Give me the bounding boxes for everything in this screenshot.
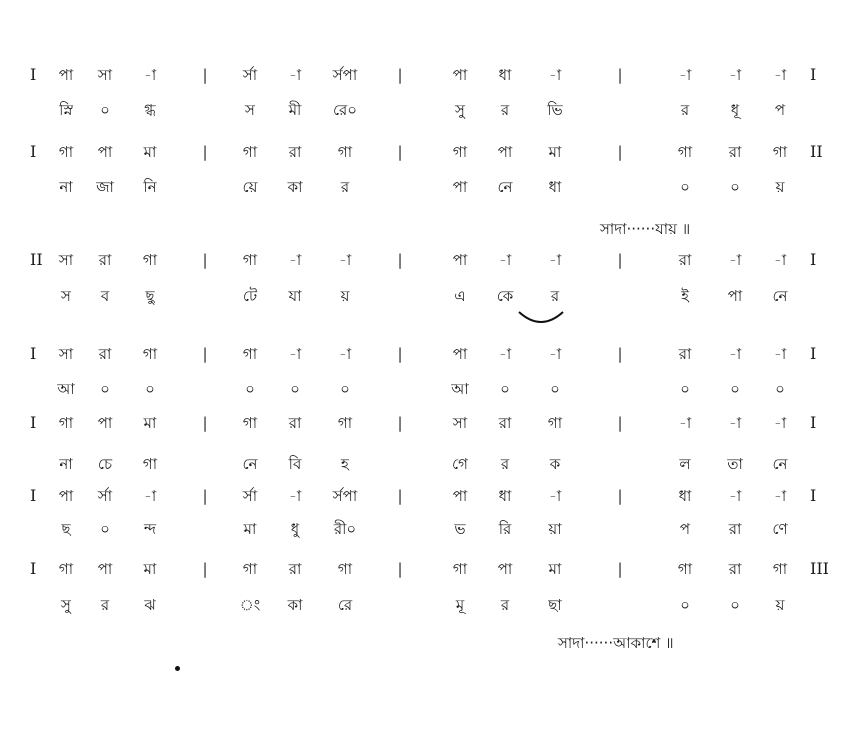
swara-note: পা xyxy=(58,66,74,84)
lyric-syllable: এ xyxy=(454,287,466,305)
lyric-syllable: র xyxy=(680,101,690,119)
bar-line: | xyxy=(397,143,403,161)
lyric-syllable: ক xyxy=(549,455,561,473)
lyric-syllable: তা xyxy=(727,455,743,473)
swara-note: -া xyxy=(728,345,742,363)
lyric-syllable: ভ xyxy=(454,520,466,538)
swara-note: র্সপা xyxy=(332,487,358,505)
swara-note: গা xyxy=(772,560,788,578)
lyric-syllable: স xyxy=(245,101,255,119)
refrain-line-1: সাদা······যায় ॥ xyxy=(600,220,691,238)
swara-note: পা xyxy=(452,66,468,84)
lyric-syllable: চে xyxy=(97,455,113,473)
swara-note: রা xyxy=(728,560,742,578)
swara-note: -া xyxy=(288,251,302,269)
swara-note: র্সা xyxy=(242,487,258,505)
lyric-syllable: ০ xyxy=(730,178,740,196)
lyric-syllable: ০ xyxy=(730,596,740,614)
lyric-syllable: ০ xyxy=(100,520,110,538)
lyric-syllable: গ্ধ xyxy=(144,101,156,119)
lyric-syllable: সু xyxy=(455,101,465,119)
lyric-syllable: ধা xyxy=(548,178,562,196)
swara-note: পা xyxy=(97,560,113,578)
bar-line: | xyxy=(397,414,403,432)
bar-line: | xyxy=(202,66,208,84)
swara-note: মা xyxy=(143,414,157,432)
lyric-syllable: ০ xyxy=(145,380,155,398)
swara-note: -া xyxy=(548,251,562,269)
lyric-syllable: র xyxy=(100,596,110,614)
lyric-syllable: স xyxy=(61,287,71,305)
row-start-marker: I xyxy=(30,142,37,161)
swara-note: র্সপা xyxy=(332,66,358,84)
swara-note: -া xyxy=(728,414,742,432)
lyric-syllable: ০ xyxy=(730,380,740,398)
lyric-syllable: জা xyxy=(96,178,114,196)
swara-note: গা xyxy=(452,143,468,161)
lyric-syllable: ব xyxy=(100,287,110,305)
bar-line: | xyxy=(397,66,403,84)
swara-note: পা xyxy=(58,487,74,505)
bar-line: | xyxy=(202,251,208,269)
row-end-marker: III xyxy=(810,559,829,578)
lyric-syllable: ০ xyxy=(340,380,350,398)
swara-note: পা xyxy=(452,345,468,363)
stray-dot xyxy=(175,666,180,671)
lyric-syllable: য় xyxy=(340,287,350,305)
lyric-syllable: য় xyxy=(775,596,785,614)
lyric-syllable: কা xyxy=(287,596,303,614)
bar-line: | xyxy=(617,66,623,84)
swara-note: পা xyxy=(497,143,513,161)
lyric-syllable: ০ xyxy=(680,596,690,614)
lyric-syllable: ০ xyxy=(245,380,255,398)
swara-note: গা xyxy=(242,345,258,363)
swara-note: রা xyxy=(288,560,302,578)
swara-note: -া xyxy=(143,487,157,505)
lyric-syllable: ০ xyxy=(500,380,510,398)
swara-note: -া xyxy=(548,487,562,505)
lyric-syllable: পা xyxy=(727,287,743,305)
lyric-syllable: গে xyxy=(452,455,468,473)
row-start-marker: I xyxy=(30,344,37,363)
swara-note: রা xyxy=(98,345,112,363)
swara-note: -া xyxy=(678,414,692,432)
lyric-syllable: র xyxy=(500,101,510,119)
swara-note: রা xyxy=(678,251,692,269)
swara-note: গা xyxy=(677,560,693,578)
swara-note: গা xyxy=(142,345,158,363)
lyric-syllable: ছ xyxy=(61,520,71,538)
swara-note: পা xyxy=(97,143,113,161)
row-start-marker: II xyxy=(30,250,43,269)
swara-note: পা xyxy=(452,487,468,505)
lyric-syllable: ছা xyxy=(548,596,562,614)
lyric-syllable: মূ xyxy=(455,596,465,614)
swara-note: -া xyxy=(338,251,352,269)
lyric-syllable: আ xyxy=(451,380,469,398)
swara-note: -া xyxy=(728,487,742,505)
bar-line: | xyxy=(397,251,403,269)
lyric-syllable: সু xyxy=(61,596,71,614)
bar-line: | xyxy=(397,487,403,505)
swara-note: গা xyxy=(242,414,258,432)
row-end-marker: I xyxy=(810,344,817,363)
swara-note: -া xyxy=(773,345,787,363)
lyric-syllable: নে xyxy=(772,287,788,305)
lyric-syllable: য়ে xyxy=(242,178,258,196)
swara-note: সা xyxy=(58,345,74,363)
swara-note: গা xyxy=(772,143,788,161)
swara-note: রা xyxy=(728,143,742,161)
lyric-syllable: ০ xyxy=(775,380,785,398)
swara-note: রা xyxy=(498,414,512,432)
lyric-syllable: প xyxy=(679,520,691,538)
row-end-marker: I xyxy=(810,65,817,84)
lyric-syllable: রী০ xyxy=(333,520,357,538)
lyric-syllable: ধু xyxy=(290,520,300,538)
swara-note: গা xyxy=(58,143,74,161)
swara-note: গা xyxy=(337,143,353,161)
swara-note: ধা xyxy=(498,66,512,84)
lyric-syllable: আ xyxy=(57,380,75,398)
lyric-syllable: রে xyxy=(337,596,353,614)
lyric-syllable: র xyxy=(550,287,560,305)
swara-note: পা xyxy=(452,251,468,269)
swara-note: ধা xyxy=(498,487,512,505)
slur-mark xyxy=(517,306,565,328)
lyric-syllable: ০ xyxy=(680,178,690,196)
swara-note: গা xyxy=(242,143,258,161)
swara-note: সা xyxy=(452,414,468,432)
bar-line: | xyxy=(617,487,623,505)
swara-note: মা xyxy=(143,143,157,161)
swara-note: রা xyxy=(98,251,112,269)
refrain-line-2: সাদা······আকাশে ॥ xyxy=(558,634,674,652)
swara-note: রা xyxy=(288,143,302,161)
lyric-syllable: যা xyxy=(288,287,302,305)
lyric-syllable: হ xyxy=(341,455,349,473)
lyric-syllable: র xyxy=(500,455,510,473)
bar-line: | xyxy=(397,345,403,363)
row-start-marker: I xyxy=(30,65,37,84)
lyric-syllable: ণে xyxy=(772,520,788,538)
lyric-syllable: রা xyxy=(728,520,742,538)
row-end-marker: I xyxy=(810,486,817,505)
swara-note: র্সা xyxy=(97,487,113,505)
lyric-syllable: মী xyxy=(288,101,302,119)
swara-note: -া xyxy=(143,66,157,84)
swara-note: -া xyxy=(548,66,562,84)
lyric-syllable: ই xyxy=(681,287,689,305)
swara-note: সা xyxy=(97,66,113,84)
lyric-syllable: কে xyxy=(496,287,514,305)
lyric-syllable: গা xyxy=(142,455,158,473)
swara-note: গা xyxy=(677,143,693,161)
swara-note: গা xyxy=(242,560,258,578)
bar-line: | xyxy=(617,414,623,432)
swara-note: গা xyxy=(58,414,74,432)
lyric-syllable: ভি xyxy=(547,101,563,119)
row-start-marker: I xyxy=(30,486,37,505)
lyric-syllable: ং xyxy=(239,596,261,614)
swara-note: র্সা xyxy=(242,66,258,84)
swara-note: গা xyxy=(547,414,563,432)
row-end-marker: I xyxy=(810,250,817,269)
lyric-syllable: ছু xyxy=(145,287,155,305)
swara-note: -া xyxy=(773,414,787,432)
swara-note: -া xyxy=(728,251,742,269)
lyric-syllable: ঝ xyxy=(144,596,156,614)
lyric-syllable: না xyxy=(59,178,73,196)
lyric-syllable: নে xyxy=(242,455,258,473)
lyric-syllable: য় xyxy=(775,178,785,196)
lyric-syllable: কা xyxy=(287,178,303,196)
swara-note: সা xyxy=(58,251,74,269)
bar-line: | xyxy=(202,143,208,161)
swara-note: -া xyxy=(728,66,742,84)
lyric-syllable: নে xyxy=(497,178,513,196)
row-end-marker: II xyxy=(810,142,823,161)
bar-line: | xyxy=(202,345,208,363)
swara-note: -া xyxy=(338,345,352,363)
swara-note: রা xyxy=(288,414,302,432)
bar-line: | xyxy=(617,345,623,363)
swara-note: -া xyxy=(498,251,512,269)
lyric-syllable: ন্দ xyxy=(143,520,157,538)
swara-note: গা xyxy=(142,251,158,269)
bar-line: | xyxy=(202,414,208,432)
swara-note: -া xyxy=(288,66,302,84)
swara-note: -া xyxy=(773,487,787,505)
lyric-syllable: নি xyxy=(143,178,157,196)
swara-note: গা xyxy=(452,560,468,578)
lyric-syllable: টে xyxy=(242,287,258,305)
lyric-syllable: র xyxy=(500,596,510,614)
row-end-marker: I xyxy=(810,413,817,432)
swara-note: পা xyxy=(497,560,513,578)
swara-note: -া xyxy=(548,345,562,363)
swara-note: মা xyxy=(548,560,562,578)
swara-note: রা xyxy=(678,345,692,363)
lyric-syllable: রে০ xyxy=(332,101,358,119)
bar-line: | xyxy=(617,251,623,269)
lyric-syllable: মা xyxy=(243,520,257,538)
swara-note: গা xyxy=(58,560,74,578)
lyric-syllable: ০ xyxy=(290,380,300,398)
swara-note: -া xyxy=(288,487,302,505)
lyric-syllable: রি xyxy=(498,520,512,538)
lyric-syllable: ল xyxy=(679,455,691,473)
swara-note: -া xyxy=(498,345,512,363)
swara-note: গা xyxy=(242,251,258,269)
lyric-syllable: বি xyxy=(288,455,302,473)
lyric-syllable: য়া xyxy=(548,520,562,538)
lyric-syllable: প xyxy=(774,101,786,119)
row-start-marker: I xyxy=(30,413,37,432)
lyric-syllable: ০ xyxy=(100,101,110,119)
bar-line: | xyxy=(617,143,623,161)
swara-note: -া xyxy=(678,66,692,84)
swara-note: -া xyxy=(773,66,787,84)
lyric-syllable: ০ xyxy=(550,380,560,398)
swara-note: -া xyxy=(773,251,787,269)
lyric-syllable: পা xyxy=(452,178,468,196)
swara-note: মা xyxy=(143,560,157,578)
swara-note: -া xyxy=(288,345,302,363)
lyric-syllable: স্নি xyxy=(59,101,73,119)
lyric-syllable: ০ xyxy=(680,380,690,398)
row-start-marker: I xyxy=(30,559,37,578)
lyric-syllable: না xyxy=(59,455,73,473)
bar-line: | xyxy=(397,560,403,578)
bar-line: | xyxy=(617,560,623,578)
lyric-syllable: র xyxy=(340,178,350,196)
swara-note: ধা xyxy=(678,487,692,505)
lyric-syllable: ধূ xyxy=(730,101,740,119)
bar-line: | xyxy=(202,487,208,505)
swara-note: গা xyxy=(337,560,353,578)
swara-note: গা xyxy=(337,414,353,432)
bar-line: | xyxy=(202,560,208,578)
lyric-syllable: ০ xyxy=(100,380,110,398)
lyric-syllable: নে xyxy=(772,455,788,473)
swara-note: মা xyxy=(548,143,562,161)
swara-note: পা xyxy=(97,414,113,432)
